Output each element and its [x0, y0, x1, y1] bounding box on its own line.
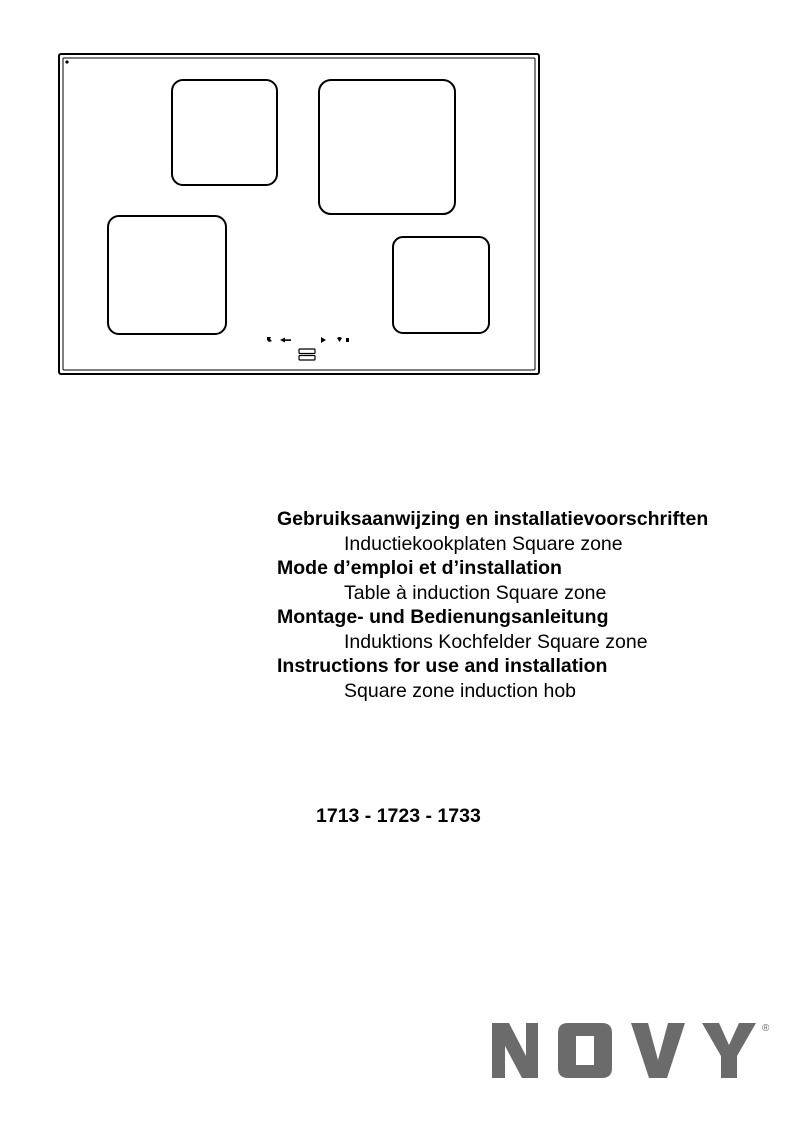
cooking-zone-top-right — [319, 80, 455, 214]
novy-logo-letters — [492, 1023, 756, 1078]
title-german: Montage- und Bedienungsanleitung — [277, 606, 609, 628]
cooking-zone-top-left — [172, 80, 277, 185]
cooking-zone-bottom-right — [393, 237, 489, 333]
title-english: Instructions for use and installation — [277, 655, 608, 677]
model-numbers: 1713 - 1723 - 1733 — [316, 805, 481, 827]
corner-dot — [65, 60, 68, 63]
registered-trademark-symbol: ® — [762, 1023, 770, 1034]
product-dutch: Inductiekookplaten Square zone — [344, 532, 623, 555]
cooking-zone-bottom-left — [108, 216, 226, 334]
product-german: Induktions Kochfelder Square zone — [344, 630, 648, 653]
manual-titles — [277, 507, 777, 703]
control-panel-symbols — [267, 337, 349, 343]
product-french: Table à induction Square zone — [344, 581, 607, 604]
title-french: Mode d’emploi et d’installation — [277, 557, 562, 579]
novy-logo — [486, 1018, 776, 1084]
hob-inner-frame — [63, 58, 535, 370]
hob-control-knob — [299, 349, 315, 360]
hob-outer-frame — [59, 54, 539, 374]
induction-hob-illustration — [58, 53, 540, 375]
product-english: Square zone induction hob — [344, 679, 577, 702]
title-dutch: Gebruiksaanwijzing en installatievoorschriften — [277, 508, 709, 530]
